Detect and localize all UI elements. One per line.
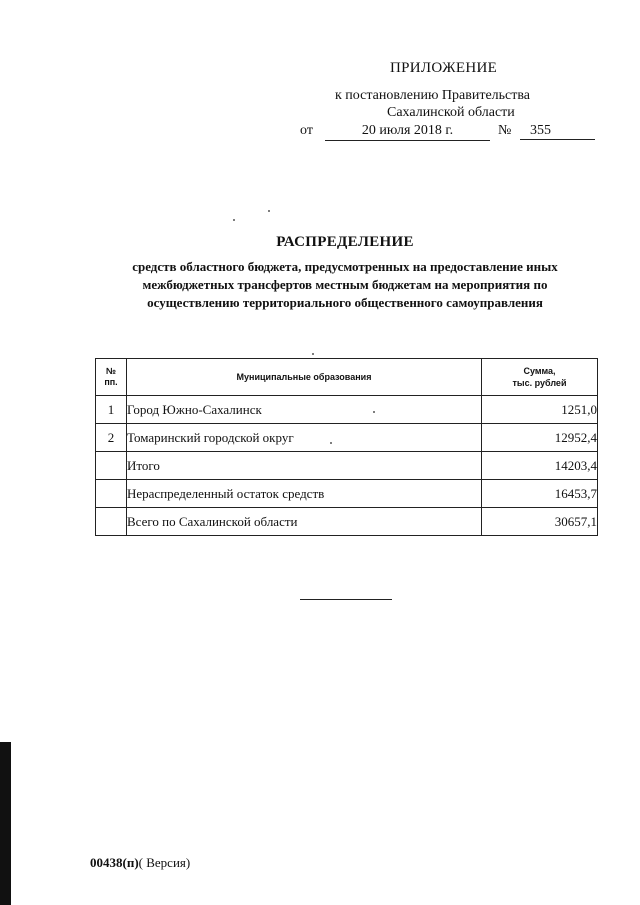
table-header-row: [96, 359, 598, 396]
table-row-subtotal: [96, 452, 598, 480]
document-subtitle: [85, 258, 605, 312]
municipality-name: Томаринский городской округ: [127, 424, 482, 452]
appendix-region-line: Сахалинской области: [387, 105, 515, 120]
scan-edge-shadow: [0, 742, 11, 905]
subtitle-line: межбюджетных трансфертов местным бюджетам на мероприятия по: [142, 277, 548, 292]
subtitle-line: средств областного бюджета, предусмотренных на предоставление иных: [132, 259, 558, 274]
column-header-number: [96, 359, 127, 396]
number-prefix: №: [498, 123, 512, 138]
document-title: РАСПРЕДЕЛЕНИЕ: [276, 234, 414, 250]
row-sum: 1251,0: [482, 396, 598, 424]
scan-speck: [312, 353, 314, 355]
row-number: 2: [96, 424, 127, 452]
resolution-date: 20 июля 2018 г.: [325, 123, 490, 141]
subtotal-label: Итого: [127, 452, 482, 480]
appendix-reference-line: к постановлению Правительства: [335, 88, 531, 103]
appendix-title: ПРИЛОЖЕНИЕ: [390, 60, 498, 76]
resolution-number: 355: [520, 123, 595, 140]
scan-speck: [373, 411, 375, 413]
table-row-unallocated: [96, 480, 598, 508]
document-version: ( Версия): [138, 855, 191, 870]
table-row: [96, 424, 598, 452]
row-sum: 12952,4: [482, 424, 598, 452]
scan-speck: [233, 219, 235, 221]
unallocated-label: Нераспределенный остаток средств: [127, 480, 482, 508]
row-number: [96, 452, 127, 480]
header-sum-unit: тыс. рублей: [512, 378, 567, 388]
header-sum-label: Сумма,: [523, 366, 556, 376]
total-sum: 30657,1: [482, 508, 598, 536]
municipality-name: Город Южно-Сахалинск: [127, 396, 482, 424]
column-header-sum: [482, 359, 598, 396]
row-number: [96, 508, 127, 536]
closing-rule: [300, 599, 392, 600]
distribution-table: [95, 358, 598, 536]
row-number: [96, 480, 127, 508]
total-label: Всего по Сахалинской области: [127, 508, 482, 536]
subtitle-line: осуществлению территориального общественного самоуправления: [147, 295, 543, 310]
date-prefix: от: [300, 123, 313, 138]
resolution-date-number-row: [300, 123, 600, 141]
document-code: 00438(п): [90, 855, 139, 870]
row-number: 1: [96, 396, 127, 424]
header-number-symbol: №: [105, 366, 117, 376]
table-row-total: [96, 508, 598, 536]
scan-speck: [330, 442, 332, 444]
subtotal-sum: 14203,4: [482, 452, 598, 480]
header-number-abbr: пп.: [104, 377, 118, 387]
table-row: [96, 396, 598, 424]
scan-speck: [268, 210, 270, 212]
column-header-municipality: Муниципальные образования: [127, 359, 482, 396]
document-footer: [90, 855, 190, 871]
unallocated-sum: 16453,7: [482, 480, 598, 508]
